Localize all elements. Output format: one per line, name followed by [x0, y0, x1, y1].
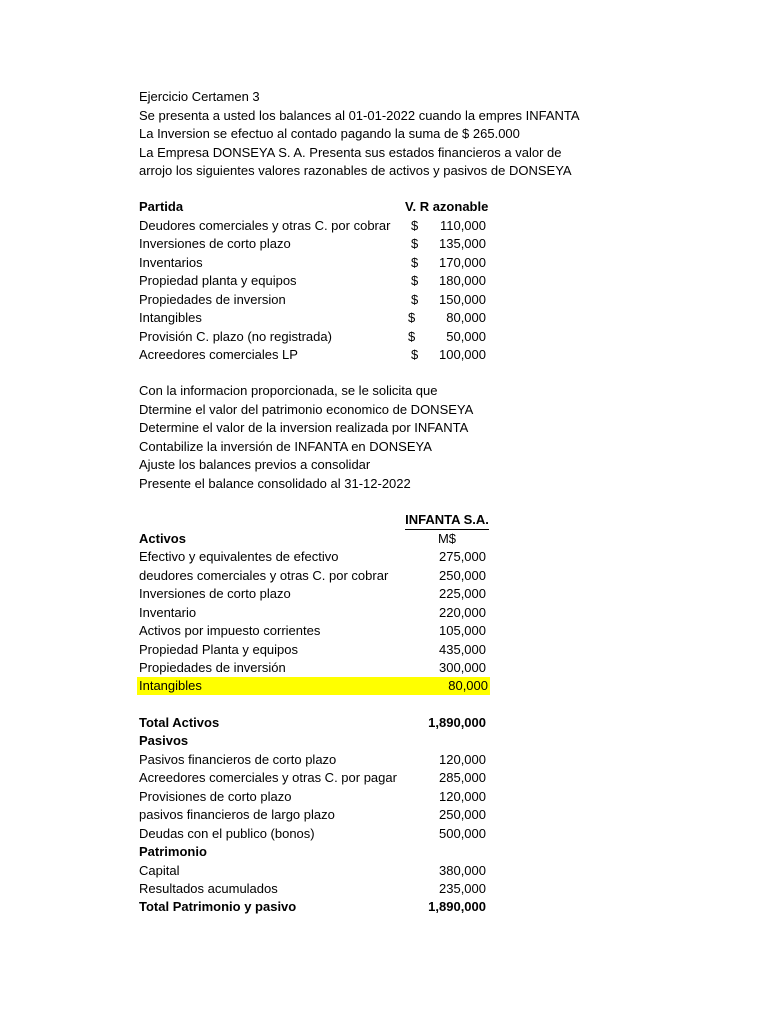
equity-section-title	[139, 843, 486, 861]
fair-value-row	[139, 217, 486, 235]
fair-value-amount: 50,000	[446, 328, 486, 344]
currency-symbol: $	[411, 291, 419, 307]
instruction-line: Ajuste los balances previos a consolidar	[139, 457, 371, 472]
fair-value-amount: 135,000	[439, 236, 486, 251]
liabilities-title: Pasivos	[139, 733, 189, 748]
intro-line: Se presenta a usted los balances al 01-01-2022 cuando la empres INFANTA	[139, 107, 580, 123]
account-label: Activos por impuesto corrientes	[139, 623, 321, 638]
account-amount: 500,000	[439, 825, 486, 841]
fair-value-amount: 80,000	[446, 310, 486, 325]
account-amount: 120,000	[439, 788, 486, 804]
balance-row	[139, 548, 486, 566]
instruction-line: Con la informacion proporcionada, se le solicita que	[139, 383, 438, 398]
account-amount: 80,000	[448, 678, 488, 693]
total-label: Total Patrimonio y pasivo	[139, 899, 297, 914]
fair-value-label: Propiedades de inversion	[139, 291, 286, 307]
fair-value-amount: 170,000	[439, 254, 486, 270]
balance-row	[139, 751, 486, 769]
account-amount: 285,000	[439, 770, 486, 785]
account-label: Inventario	[139, 604, 197, 620]
liabilities-section-title	[139, 732, 486, 750]
account-amount: 225,000	[439, 586, 486, 601]
account-label: deudores comerciales y otras C. por cobrar	[139, 567, 389, 583]
partida-header: Partida	[139, 199, 184, 214]
fair-value-row	[139, 291, 486, 309]
account-amount: 300,000	[439, 660, 486, 675]
fair-value-amount: 150,000	[439, 291, 486, 307]
currency-symbol: $	[411, 273, 419, 288]
balance-row	[139, 788, 486, 806]
balance-row	[139, 825, 486, 843]
total-assets-row	[139, 714, 486, 732]
fair-value-label: Propiedad planta y equipos	[139, 273, 297, 288]
balance-row	[139, 622, 486, 640]
fair-value-column-header: V. R azonable	[405, 199, 489, 214]
account-amount: 220,000	[439, 604, 486, 620]
account-label: Propiedad Planta y equipos	[139, 641, 299, 657]
fair-value-row	[139, 346, 486, 364]
intro-line: arrojo los siguientes valores razonables de activos y pasivos de DONSEYA	[139, 163, 572, 178]
equity-title: Patrimonio	[139, 844, 207, 859]
account-label: Acreedores comerciales y otras C. por pagar	[139, 770, 397, 785]
instruction-line: Presente el balance consolidado al 31-12-2022	[139, 475, 411, 491]
fair-value-label: Provisión C. plazo (no registrada)	[139, 328, 332, 344]
fair-value-label: Inversiones de corto plazo	[139, 236, 291, 251]
unit-label: M$	[437, 530, 457, 546]
account-label: Efectivo y equivalentes de efectivo	[139, 549, 339, 564]
instruction-line: Contabilize la inversión de INFANTA en DONSEYA	[139, 438, 432, 454]
fair-value-amount: 180,000	[439, 273, 486, 288]
fair-value-row	[139, 272, 486, 290]
intro-line: La Inversion se efectuo al contado pagando la suma de $ 265.000	[139, 126, 520, 141]
fair-value-row	[139, 309, 486, 327]
assets-title: Activos	[139, 530, 186, 546]
account-label: Propiedades de inversión	[139, 660, 286, 675]
account-amount: 235,000	[439, 881, 486, 896]
intro-line: La Empresa DONSEYA S. A. Presenta sus estados financieros a valor de	[139, 144, 562, 160]
highlighted-balance-row	[137, 677, 490, 695]
total-equity-liabilities-row	[139, 898, 486, 916]
instruction-line: Dtermine el valor del patrimonio economico de DONSEYA	[139, 401, 474, 417]
account-amount: 380,000	[439, 862, 486, 878]
account-label: Capital	[139, 862, 180, 878]
balance-row	[139, 585, 486, 603]
account-label: Resultados acumulados	[139, 881, 278, 896]
balance-row	[139, 641, 486, 659]
currency-symbol: $	[408, 310, 416, 325]
balance-row	[139, 604, 486, 622]
fair-value-amount: 110,000	[439, 217, 486, 233]
balance-row	[139, 659, 486, 677]
exercise-title: Ejercicio Certamen 3	[139, 89, 260, 104]
account-amount: 105,000	[439, 623, 486, 638]
account-label: Provisiones de corto plazo	[139, 788, 292, 804]
instruction-line: Determine el valor de la inversion realizada por INFANTA	[139, 420, 469, 435]
fair-value-label: Acreedores comerciales LP	[139, 347, 298, 362]
currency-symbol: $	[411, 347, 419, 362]
currency-symbol: $	[411, 217, 419, 233]
account-label: pasivos financieros de largo plazo	[139, 807, 335, 822]
fair-value-row	[139, 254, 486, 272]
balance-row	[139, 567, 486, 585]
account-amount: 250,000	[439, 807, 486, 822]
fair-value-header	[139, 198, 489, 216]
balance-row	[139, 806, 486, 824]
balance-row	[139, 769, 486, 787]
balance-row	[139, 862, 486, 880]
account-amount: 275,000	[439, 549, 486, 564]
balance-row	[139, 880, 486, 898]
account-amount: 250,000	[439, 567, 486, 583]
account-label: Inversiones de corto plazo	[139, 586, 291, 601]
total-assets-amount: 1,890,000	[428, 714, 486, 730]
currency-symbol: $	[411, 236, 419, 251]
company-header: INFANTA S.A.	[405, 512, 489, 527]
account-amount: 435,000	[439, 641, 486, 657]
account-label: Intangibles	[139, 678, 202, 693]
currency-symbol: $	[411, 254, 419, 270]
account-label: Deudas con el publico (bonos)	[139, 825, 315, 841]
fair-value-amount: 100,000	[439, 347, 486, 362]
fair-value-label: Inventarios	[139, 254, 203, 270]
currency-symbol: $	[408, 328, 416, 344]
fair-value-label: Intangibles	[139, 310, 202, 325]
account-label: Pasivos financieros de corto plazo	[139, 751, 337, 767]
fair-value-label: Deudores comerciales y otras C. por cobrar	[139, 217, 391, 233]
fair-value-row	[139, 328, 486, 346]
fair-value-row	[139, 235, 486, 253]
account-amount: 120,000	[439, 751, 486, 767]
total-amount: 1,890,000	[428, 899, 486, 914]
total-assets-label: Total Activos	[139, 714, 220, 730]
